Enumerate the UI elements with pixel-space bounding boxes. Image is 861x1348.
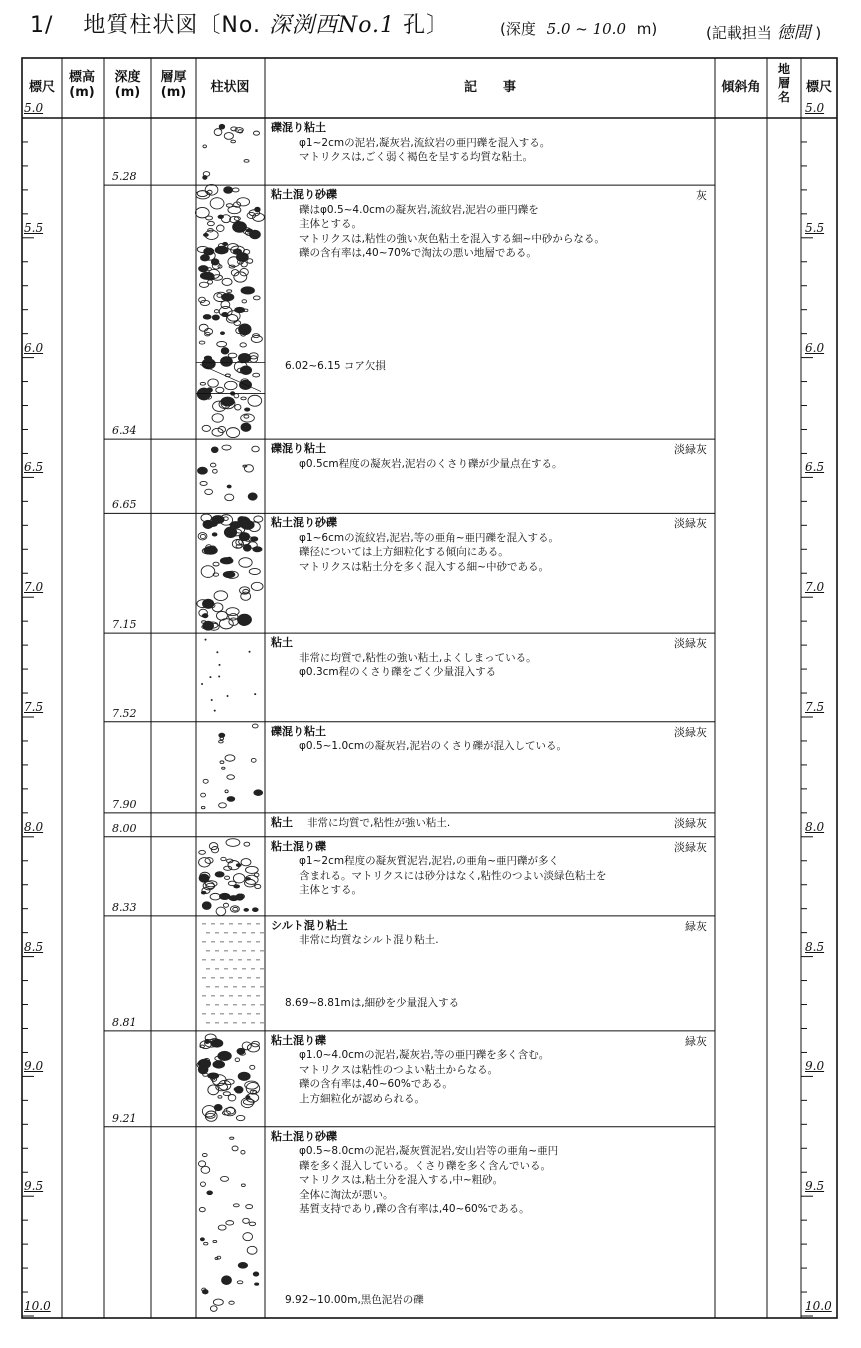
layer-name: 粘土混り砂礫 xyxy=(271,1129,337,1143)
layer-color: 淡緑灰 xyxy=(674,637,707,651)
layer-color: 淡緑灰 xyxy=(674,725,707,739)
layer-bottom-depth: 9.21 xyxy=(112,1111,137,1125)
lithology-pattern-dots xyxy=(201,639,256,712)
layer-description xyxy=(271,442,562,471)
recorder-name: 徳間 xyxy=(776,23,811,43)
column-log-header: 柱状図 xyxy=(210,80,250,95)
scale-mark-left: 6.0 xyxy=(24,340,44,355)
scale-mark-left: 10.0 xyxy=(24,1299,51,1313)
column-elev-title: 標高 xyxy=(68,70,95,85)
layer-name: 礫混り粘土 xyxy=(271,121,326,134)
layer-description xyxy=(271,188,605,261)
layer-description-line: 主体とする。 xyxy=(299,218,362,231)
layer-inline-note: 非常に均質で,粘性が強い粘土. xyxy=(307,816,451,829)
layer-description-line: 上方細粒化が認められる。 xyxy=(299,1092,425,1105)
column-description-header: 記 事 xyxy=(463,80,516,95)
layer-name: 粘土 xyxy=(271,636,293,650)
scale-mark-right: 8.0 xyxy=(805,819,825,834)
layer-color: 淡緑灰 xyxy=(674,443,707,457)
layer-description-line: φ1~2cm程度の凝灰質泥岩,泥岩,の亜角~亜円礫が多く xyxy=(299,855,560,868)
scale-mark-right: 7.0 xyxy=(805,580,825,595)
layer-description-line: 非常に均質なシルト混り粘土. xyxy=(299,934,439,947)
scale-mark-left: 5.5 xyxy=(24,220,44,235)
column-formation-header xyxy=(768,62,800,104)
scale-mark-right: 6.0 xyxy=(805,340,825,355)
layer-description xyxy=(271,840,607,898)
layer-name: 粘土混り礫 xyxy=(271,839,326,853)
layer-name: 粘土混り礫 xyxy=(271,1033,326,1047)
layer-bottom-depth: 5.28 xyxy=(112,170,137,184)
scale-mark-left: 9.5 xyxy=(24,1179,44,1194)
page-number: 1/ xyxy=(30,13,54,38)
scale-mark-right: 7.5 xyxy=(805,700,825,714)
column-elev-header xyxy=(62,70,102,100)
layer-description xyxy=(271,636,537,680)
lithology-pattern-gravel-dense xyxy=(197,1034,260,1121)
layer-description-line: 含まれる。マトリクスには砂分はなく,粘性のつよい淡緑色粘土を xyxy=(299,869,607,882)
scale-mark-left: 8.5 xyxy=(24,939,44,954)
layer-description-line: φ0.3cm程のくさり礫をごく少量混入する xyxy=(299,666,497,679)
depth-note: 8.69~8.81mは,細砂を少量混入する xyxy=(285,997,460,1010)
layer-description-line: 礫径については上方細粒化する傾向にある。 xyxy=(299,546,509,559)
lithology-pattern-silt xyxy=(202,924,264,1023)
column-elev-unit: (m) xyxy=(69,85,95,100)
layer-description-line: φ1.0~4.0cmの泥岩,凝灰岩,等の亜円礫を多く含む。 xyxy=(299,1049,550,1062)
lithology-pattern-gravel-sparse xyxy=(201,724,263,809)
scale-mark-right: 9.0 xyxy=(805,1059,825,1074)
layer-description-line: 礫の含有率は,40~70%で淘汰の悪い地層である。 xyxy=(299,247,537,260)
layer-description-line: φ0.5~8.0cmの泥岩,凝灰質泥岩,安山岩等の亜角~亜円 xyxy=(299,1145,559,1158)
layer-description-line: φ0.5cm程度の凝灰岩,泥岩のくさり礫が少量点在する。 xyxy=(299,457,563,470)
lithology-pattern-gravel-dense xyxy=(199,839,261,916)
column-depth-title: 深度 xyxy=(114,70,141,85)
layer-color: 緑灰 xyxy=(685,919,707,933)
column-thickness-unit: (m) xyxy=(160,85,187,100)
recorder-label: (記載担当 xyxy=(706,24,772,42)
layer-description-line: 礫の含有率は,40~60%である。 xyxy=(299,1078,453,1091)
depth-note: 9.92~10.00m,黒色泥岩の礫 xyxy=(285,1294,424,1307)
column-scale-header: 標尺 xyxy=(28,80,55,95)
layer-description-line: 主体とする。 xyxy=(299,884,362,897)
recorder-close: ) xyxy=(815,24,822,42)
depth-range-unit: m) xyxy=(636,20,658,38)
lithology-pattern-gravel-dense xyxy=(195,184,264,437)
title-main: 地質柱状図〔No. xyxy=(83,13,261,38)
layer-description-line: φ1~2cmの泥岩,凝灰岩,流紋岩の亜円礫を混入する。 xyxy=(299,136,551,149)
layer-bottom-depth: 6.65 xyxy=(112,498,137,512)
layer-color: 灰 xyxy=(696,189,707,203)
scale-mark-left: 6.5 xyxy=(24,460,44,475)
scale-mark-left: 8.0 xyxy=(24,819,44,834)
scale-mark-right: 10.0 xyxy=(805,1299,832,1313)
scale-mark-left: 9.0 xyxy=(24,1059,44,1074)
depth-note: 6.02~6.15 コア欠損 xyxy=(285,359,386,372)
layer-description xyxy=(271,816,450,831)
lithology-pattern-gravel-dense xyxy=(197,514,263,630)
layer-name: 粘土混り砂礫 xyxy=(271,188,337,202)
layer-description-line: マトリクスは,粘性の強い灰色粘土を混入する細~中砂からなる。 xyxy=(299,232,605,245)
formation-char-3: 名 xyxy=(777,90,790,104)
layer-description-line: 基質支持であり,礫の含有率は,40~60%である。 xyxy=(299,1203,530,1216)
layer-color: 淡緑灰 xyxy=(674,517,707,531)
layer-description-line: マトリクスは粘土分を多く混入する細~中砂である。 xyxy=(299,560,549,573)
layer-bottom-depth: 7.90 xyxy=(112,797,137,811)
layer-description xyxy=(271,1130,558,1217)
column-dip-header: 傾斜角 xyxy=(721,80,761,95)
column-thickness-title: 層厚 xyxy=(160,70,187,85)
layer-name: 粘土混り砂礫 xyxy=(271,516,337,530)
layer-description-line: φ0.5~1.0cmの凝灰岩,泥岩のくさり礫が混入している。 xyxy=(299,740,567,753)
layer-description xyxy=(271,516,559,574)
borehole-name: 深渕西No.1 xyxy=(268,13,396,38)
layer-bottom-depth: 7.52 xyxy=(112,706,137,720)
layer-name: 粘土 xyxy=(271,815,293,829)
formation-char-2: 層 xyxy=(777,76,790,90)
scale-mark-left: 7.0 xyxy=(24,580,44,595)
layer-bottom-depth: 8.33 xyxy=(112,900,137,914)
layer-description-line: 全体に淘汰が悪い。 xyxy=(299,1188,394,1201)
layer-description-line: マトリクスは粘性のつよい粘土からなる。 xyxy=(299,1063,499,1076)
layer-bottom-depth: 7.15 xyxy=(112,618,137,632)
layer-bottom-depth: 6.34 xyxy=(112,424,137,438)
formation-char-1: 地 xyxy=(777,62,790,76)
scale-mark-right: 6.5 xyxy=(805,460,825,475)
layer-color: 淡緑灰 xyxy=(674,816,707,830)
layer-description-line: マトリクスは,粘土分を混入する,中~粗砂。 xyxy=(299,1174,504,1187)
scale-mark-left: 7.5 xyxy=(24,700,44,714)
layer-description xyxy=(271,919,439,948)
scale-mark-right: 5.5 xyxy=(805,220,825,235)
title-suffix: 孔〕 xyxy=(403,13,450,38)
layer-bottom-depth: 8.81 xyxy=(112,1015,137,1029)
scale-mark-right: 9.5 xyxy=(805,1179,825,1194)
column-scale-right-header: 標尺 xyxy=(805,80,832,95)
layer-bottom-depth: 8.00 xyxy=(112,821,137,835)
layer-description-line: φ1~6cmの流紋岩,泥岩,等の亜角~亜円礫を混入する。 xyxy=(299,531,560,544)
layer-name: 礫混り粘土 xyxy=(271,724,326,738)
depth-range-value: 5.0 ~ 10.0 xyxy=(546,20,626,38)
lithology-pattern-gravel-sparse xyxy=(203,124,260,179)
layer-name: シルト混り粘土 xyxy=(271,918,348,932)
column-thickness-header xyxy=(152,70,195,100)
lithology-pattern-gravel-sparse xyxy=(198,445,260,501)
layer-description xyxy=(271,725,567,754)
layer-color: 淡緑灰 xyxy=(674,840,707,854)
layer-color: 緑灰 xyxy=(685,1034,707,1048)
layer-description-line: 礫を多く混入している。くさり礫を多く含んでいる。 xyxy=(299,1159,551,1172)
layer-description xyxy=(271,1034,549,1107)
column-depth-header xyxy=(105,70,150,100)
column-depth-unit: (m) xyxy=(114,85,141,100)
scale-mark-right: 5.0 xyxy=(805,101,825,115)
scale-mark-left: 5.0 xyxy=(24,101,44,115)
scale-mark-right: 8.5 xyxy=(805,939,825,954)
lithology-pattern-gravel-sparse xyxy=(198,1137,258,1311)
layer-description xyxy=(271,121,550,165)
layer-description-line: 非常に均質で,粘性の強い粘土,よくしまっている。 xyxy=(299,651,537,664)
layer-description-line: 礫はφ0.5~4.0cmの凝灰岩,流紋岩,泥岩の亜円礫を xyxy=(299,203,539,216)
layer-name: 礫混り粘土 xyxy=(271,442,326,456)
depth-range-label: (深度 xyxy=(500,20,536,38)
layer-description-line: マトリクスは,ごく弱く褐色を呈する均質な粘土。 xyxy=(299,151,534,163)
